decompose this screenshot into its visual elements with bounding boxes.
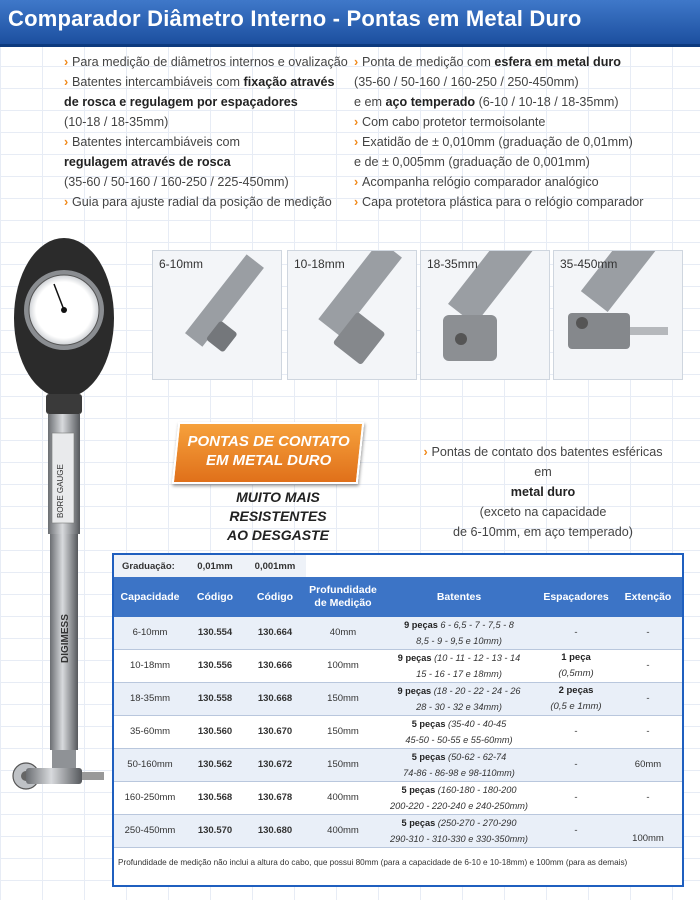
extension-value: -	[646, 726, 650, 737]
capacity-cell: 250-450mm	[114, 815, 186, 848]
code-cell: 130.568	[186, 782, 244, 815]
extension-value: -	[646, 660, 650, 671]
anvils-sizes: (18 - 20 - 22 - 24 - 26	[433, 686, 521, 696]
feature-item	[64, 132, 354, 152]
feature-item	[64, 52, 354, 72]
feature-continuation	[64, 92, 354, 112]
note-line: › Pontas de contato dos batentes esféricas	[423, 442, 662, 462]
extension-value: -	[646, 792, 650, 803]
feature-bold: aço temperado	[385, 95, 476, 109]
feature-bold: regulagem através de rosca	[64, 155, 231, 169]
anvils-sizes: 200-220 - 220-240 e 240-250mm)	[390, 801, 528, 811]
tip-label: 10-18mm	[294, 257, 345, 271]
feature-text: Capa protetora plástica para o relógio comparador	[362, 195, 644, 209]
feature-text: Com cabo protetor termoisolante	[362, 115, 546, 129]
anvils-sizes: 8,5 - 9 - 9,5 e 10mm)	[416, 636, 502, 646]
anvils-cell	[380, 716, 538, 749]
spacers-cell	[538, 749, 614, 782]
tip-image-10-18	[287, 250, 417, 380]
feature-continuation	[64, 172, 354, 192]
feature-text: Acompanha relógio comparador analógico	[362, 175, 599, 189]
table-row	[114, 650, 682, 683]
feature-continuation	[64, 112, 354, 132]
feature-text: Batentes intercambiáveis com	[72, 135, 240, 149]
header-cell: Código	[244, 577, 306, 617]
feature-bold: esfera em metal duro	[494, 55, 622, 69]
tagline-line: MUITO MAIS RESISTENTES	[229, 489, 327, 524]
anvils-cell	[380, 617, 538, 650]
tagline	[188, 488, 368, 545]
feature-item	[354, 52, 694, 72]
code-cell: 130.666	[244, 650, 306, 683]
graduation-row	[114, 555, 682, 577]
feature-item	[64, 72, 354, 92]
spacers-count: 1 peça	[561, 652, 591, 663]
feature-continuation	[354, 152, 694, 172]
code-cell: 130.562	[186, 749, 244, 782]
note-line: de 6-10mm, em aço temperado)	[453, 525, 633, 539]
capacity-cell: 18-35mm	[114, 683, 186, 716]
table-row	[114, 716, 682, 749]
spacers-count: -	[574, 759, 578, 770]
extension-value: -	[646, 693, 650, 704]
carbide-tips-banner	[172, 422, 365, 484]
extension-cell	[614, 782, 682, 815]
tip-label: 35-450mm	[560, 257, 618, 271]
extension-cell	[614, 749, 682, 782]
anvils-sizes: (50-62 - 62-74	[448, 752, 507, 762]
tip-image-6-10	[152, 250, 282, 380]
code-cell: 130.678	[244, 782, 306, 815]
feature-bold: de rosca e regulagem por espaçadores	[64, 95, 298, 109]
spec-table-box	[112, 553, 684, 887]
anvils-sizes: 290-310 - 310-330 e 330-350mm)	[390, 834, 528, 844]
anvils-count: 9 peças	[397, 686, 434, 696]
spacers-count: -	[574, 825, 578, 836]
depth-cell: 400mm	[306, 815, 380, 848]
banner-line: EM METAL DURO	[205, 452, 332, 469]
features-left	[64, 52, 354, 212]
depth-cell: 400mm	[306, 782, 380, 815]
header-cell: Código	[186, 577, 244, 617]
table-row	[114, 815, 682, 848]
tip-label: 6-10mm	[159, 257, 204, 271]
feature-text: Ponta de medição com	[362, 55, 495, 69]
extension-value: -	[646, 627, 650, 638]
depth-cell: 150mm	[306, 749, 380, 782]
title-bar	[0, 0, 700, 47]
spacers-cell	[538, 782, 614, 815]
feature-text: (10-18 / 18-35mm)	[64, 115, 169, 129]
header-cell: Batentes	[380, 577, 538, 617]
note-text: (exceto na capacidade	[479, 505, 607, 519]
spec-table	[114, 555, 682, 848]
anvils-count: 5 peças	[411, 752, 449, 762]
code-cell: 130.558	[186, 683, 244, 716]
feature-text: Batentes intercambiáveis com	[72, 75, 244, 89]
anvils-sizes: (35-40 - 40-45	[448, 719, 507, 729]
graduation-value: 0,01mm	[186, 555, 244, 577]
code-cell: 130.554	[186, 617, 244, 650]
anvils-sizes: 45-50 - 50-55 e 55-60mm)	[405, 735, 513, 745]
spacers-cell	[538, 716, 614, 749]
anvils-cell	[380, 683, 538, 716]
gauge-brand: DIGIMESS	[60, 614, 71, 663]
header-cell: Profundidade de Medição	[306, 577, 380, 617]
gauge-label: BORE GAUGE	[56, 464, 65, 518]
code-cell: 130.560	[186, 716, 244, 749]
anvils-sizes: 6 - 6,5 - 7 - 7,5 - 8	[440, 620, 514, 630]
depth-cell: 150mm	[306, 716, 380, 749]
anvils-sizes: (10 - 11 - 12 - 13 - 14	[434, 653, 521, 663]
table-row	[114, 617, 682, 650]
feature-text: (35-60 / 50-160 / 160-250 / 250-450mm)	[354, 75, 579, 89]
header-cell: Extenção	[614, 577, 682, 617]
feature-bold: fixação através	[243, 75, 335, 89]
feature-text: e de ± 0,005mm (graduação de 0,001mm)	[354, 155, 590, 169]
feature-text: Exatidão de ± 0,010mm (graduação de 0,01mm)	[362, 135, 633, 149]
code-cell: 130.556	[186, 650, 244, 683]
feature-text: Guia para ajuste radial da posição de medição	[72, 195, 332, 209]
anvils-sizes: 15 - 16 - 17 e 18mm)	[416, 669, 502, 679]
tip-label: 18-35mm	[427, 257, 478, 271]
anvils-count: 5 peças	[401, 785, 438, 795]
spacers-count: 2 peças	[558, 685, 594, 696]
depth-cell: 150mm	[306, 683, 380, 716]
note-bold: metal duro	[510, 485, 576, 499]
extension-cell	[614, 617, 682, 650]
feature-text: e em	[354, 95, 386, 109]
capacity-cell: 50-160mm	[114, 749, 186, 782]
feature-continuation	[64, 152, 354, 172]
code-cell: 130.672	[244, 749, 306, 782]
features-right	[354, 52, 694, 212]
capacity-cell: 6-10mm	[114, 617, 186, 650]
anvils-cell	[380, 650, 538, 683]
anvils-sizes: (250-270 - 270-290	[437, 818, 517, 828]
feature-item	[354, 192, 694, 212]
code-cell: 130.670	[244, 716, 306, 749]
tagline-line: AO DESGASTE	[227, 527, 329, 543]
note-line	[418, 462, 668, 522]
code-cell: 130.664	[244, 617, 306, 650]
spacers-count: -	[574, 792, 578, 803]
extension-value: 60mm	[634, 759, 662, 770]
spacers-count: -	[574, 726, 578, 737]
anvils-cell	[380, 782, 538, 815]
header-cell: Espaçadores	[538, 577, 614, 617]
extension-cell	[614, 716, 682, 749]
spacers-cell	[538, 617, 614, 650]
feature-text: Para medição de diâmetros internos e ovalização	[72, 55, 348, 69]
feature-item	[354, 172, 694, 192]
capacity-cell: 10-18mm	[114, 650, 186, 683]
capacity-cell: 160-250mm	[114, 782, 186, 815]
code-cell: 130.680	[244, 815, 306, 848]
spacers-count: -	[574, 627, 578, 638]
table-header	[114, 577, 682, 617]
anvils-sizes: 28 - 30 - 32 e 34mm)	[416, 702, 502, 712]
table-footnote: Profundidade de medição não inclui a altura do cabo, que possui 80mm (para a capacidade de 6-10 e 10-18mm) e 100mm (para as demais)	[118, 858, 628, 867]
tips-note	[418, 442, 668, 542]
anvils-cell	[380, 815, 538, 848]
anvils-sizes: 74-86 - 86-98 e 98-110mm)	[403, 768, 515, 778]
anvils-count: 5 peças	[401, 818, 438, 828]
anvils-count: 9 peças	[404, 620, 441, 630]
anvils-count: 5 peças	[411, 719, 449, 729]
page-title: Comparador Diâmetro Interno - Pontas em Metal Duro	[8, 6, 582, 31]
graduation-value: 0,001mm	[244, 555, 306, 577]
depth-cell: 100mm	[306, 650, 380, 683]
feature-text: (35-60 / 50-160 / 160-250 / 225-450mm)	[64, 175, 289, 189]
extension-cell	[614, 650, 682, 683]
extension-value: 100mm	[632, 833, 664, 844]
feature-item	[64, 192, 354, 212]
table-row	[114, 782, 682, 815]
spacers-cell	[538, 650, 614, 683]
code-cell: 130.570	[186, 815, 244, 848]
anvils-cell	[380, 749, 538, 782]
feature-item	[354, 112, 694, 132]
spacers-cell	[538, 815, 614, 848]
feature-item	[354, 132, 694, 152]
spacers-sizes: (0,5 e 1mm)	[550, 701, 602, 712]
bore-gauge-image	[6, 228, 126, 828]
tip-image-18-35	[420, 250, 550, 380]
tip-image-35-450	[553, 250, 683, 380]
feature-text: (6-10 / 10-18 / 18-35mm)	[475, 95, 619, 109]
graduation-spacer	[306, 555, 682, 577]
anvils-count: 9 peças	[397, 653, 435, 663]
feature-continuation	[354, 92, 694, 112]
table-row	[114, 749, 682, 782]
extension-cell	[614, 683, 682, 716]
table-row	[114, 683, 682, 716]
capacity-cell: 35-60mm	[114, 716, 186, 749]
anvils-sizes: (160-180 - 180-200	[437, 785, 517, 795]
banner-line: PONTAS DE CONTATO	[187, 433, 350, 450]
depth-cell: 40mm	[306, 617, 380, 650]
header-cell: Capacidade	[114, 577, 186, 617]
spacers-cell	[538, 683, 614, 716]
spacers-sizes: (0,5mm)	[558, 668, 594, 679]
note-text: em	[534, 465, 552, 479]
graduation-label: Graduação:	[114, 555, 186, 577]
extension-cell	[614, 815, 682, 848]
feature-continuation	[354, 72, 694, 92]
code-cell: 130.668	[244, 683, 306, 716]
